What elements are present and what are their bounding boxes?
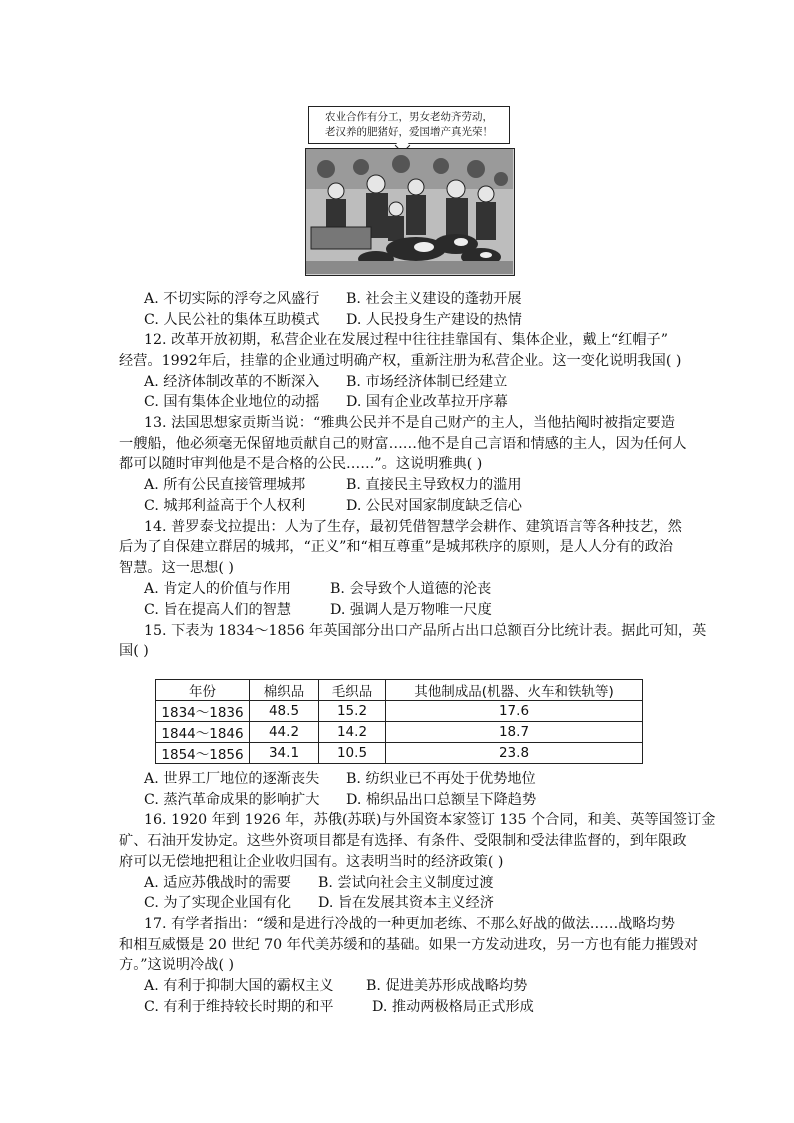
q13-option-c[interactable]: C. 城邦利益高于个人权利 <box>144 498 306 514</box>
table-header-cell: 毛织品 <box>319 680 386 701</box>
q16-stem-line-1: 16. 1920 年到 1926 年，苏俄(苏联)与外国资本家签订 135 个合同，和美、英等国签订金 <box>144 812 716 828</box>
cartoon-figure <box>305 106 515 276</box>
q15-stem-line-2: 国( ) <box>119 643 149 659</box>
table-cell: 34.1 <box>250 743 319 764</box>
q13-stem-line-2: 一艘船，他必须毫无保留地贡献自己的财富……他不是自己言语和情感的主人，因为任何人 <box>119 436 687 452</box>
q11-option-c[interactable]: C. 人民公社的集体互助模式 <box>144 312 320 328</box>
table-cell: 1844～1846 <box>156 722 250 743</box>
q17-option-a[interactable]: A. 有利于抑制大国的霸权主义 <box>144 978 334 994</box>
table-row <box>156 701 643 722</box>
q16-option-b[interactable]: B. 尝试向社会主义制度过渡 <box>318 875 494 891</box>
q17-stem-line-2: 和相互威慑是 20 世纪 70 年代美苏缓和的基础。如果一方发动进攻，另一方也有能力摧毁对 <box>119 937 699 953</box>
q12-option-c[interactable]: C. 国有集体企业地位的动摇 <box>144 394 320 410</box>
q12-option-d[interactable]: D. 国有企业改革拉开序幕 <box>346 394 508 410</box>
table-row <box>156 743 643 764</box>
q12-option-a[interactable]: A. 经济体制改革的不断深入 <box>144 374 320 390</box>
table-cell: 18.7 <box>386 722 643 743</box>
q13-option-d[interactable]: D. 公民对国家制度缺乏信心 <box>346 498 522 514</box>
farm-scene-drawing <box>306 149 513 274</box>
q12-option-b[interactable]: B. 市场经济体制已经建立 <box>346 374 508 390</box>
q15-option-c[interactable]: C. 蒸汽革命成果的影响扩大 <box>144 792 320 808</box>
q17-stem-line-3: 方。”这说明冷战( ) <box>119 957 235 973</box>
q11-option-b[interactable]: B. 社会主义建设的蓬勃开展 <box>346 291 522 307</box>
q14-option-b[interactable]: B. 会导致个人道德的沦丧 <box>330 581 492 597</box>
q16-option-d[interactable]: D. 旨在发展其资本主义经济 <box>318 895 494 911</box>
q15-option-b[interactable]: B. 纺织业已不再处于优势地位 <box>346 771 536 787</box>
q16-stem-line-3: 府可以无偿地把租让企业收归国有。这表明当时的经济政策( ) <box>119 854 504 870</box>
q15-stem-line-1: 15. 下表为 1834～1856 年英国部分出口产品所占出口总额百分比统计表。据此可知，英 <box>144 623 707 639</box>
q16-option-a[interactable]: A. 适应苏俄战时的需要 <box>144 875 291 891</box>
table-cell: 10.5 <box>319 743 386 764</box>
q13-option-b[interactable]: B. 直接民主导致权力的滥用 <box>346 477 522 493</box>
q17-option-c[interactable]: C. 有利于维持较长时期的和平 <box>144 999 334 1015</box>
q15-option-d[interactable]: D. 棉织品出口总额呈下降趋势 <box>346 792 537 808</box>
table-cell: 44.2 <box>250 722 319 743</box>
table-cell: 48.5 <box>250 701 319 722</box>
table-cell: 15.2 <box>319 701 386 722</box>
q17-option-b[interactable]: B. 促进美苏形成战略均势 <box>366 978 528 994</box>
q13-option-a[interactable]: A. 所有公民直接管理城邦 <box>144 477 306 493</box>
table-header-cell: 年份 <box>156 680 250 701</box>
q17-stem-line-1: 17. 有学者指出：“缓和是进行冷战的一种更加老练、不那么好战的做法……战略均势 <box>144 916 675 932</box>
q12-stem-line-1: 12. 改革开放初期，私营企业在发展过程中往往挂靠国有、集体企业，戴上“红帽子” <box>144 332 668 348</box>
bubble-line-2: 老汉养的肥猪好，爱国增产真光荣！ <box>325 126 493 138</box>
table-header-cell: 其他制成品(机器、火车和铁轨等) <box>386 680 643 701</box>
table-cell: 14.2 <box>319 722 386 743</box>
q17-option-d[interactable]: D. 推动两极格局正式形成 <box>372 999 534 1015</box>
q14-stem-line-3: 智慧。这一思想( ) <box>119 560 234 576</box>
table-header-cell: 棉织品 <box>250 680 319 701</box>
speech-bubble <box>308 106 510 144</box>
q13-stem-line-1: 13. 法国思想家贡斯当说：“雅典公民并不是自己财产的主人，当他拈阄时被指定要造 <box>144 415 675 431</box>
table-cell: 1854～1856 <box>156 743 250 764</box>
q16-stem-line-2: 矿、石油开发协定。这些外资项目都是有选择、有条件、受限制和受法律监督的，到年限政 <box>119 833 687 849</box>
table-cell: 1834～1836 <box>156 701 250 722</box>
q14-option-a[interactable]: A. 肯定人的价值与作用 <box>144 581 291 597</box>
q15-option-a[interactable]: A. 世界工厂地位的逐渐丧失 <box>144 771 320 787</box>
q13-stem-line-3: 都可以随时审判他是不是合格的公民……”。这说明雅典( ) <box>119 456 483 472</box>
q11-option-a[interactable]: A. 不切实际的浮夸之风盛行 <box>144 291 320 307</box>
table-cell: 17.6 <box>386 701 643 722</box>
q14-option-d[interactable]: D. 强调人是万物唯一尺度 <box>330 602 492 618</box>
q16-option-c[interactable]: C. 为了实现企业国有化 <box>144 895 292 911</box>
q14-option-c[interactable]: C. 旨在提高人们的智慧 <box>144 602 292 618</box>
table-cell: 23.8 <box>386 743 643 764</box>
export-share-table <box>155 679 643 764</box>
table-row <box>156 722 643 743</box>
q14-stem-line-2: 后为了自保建立群居的城邦，“正义”和“相互尊重”是城邦秩序的原则，是人人分有的政治 <box>119 539 673 555</box>
table-header-row <box>156 680 643 701</box>
q12-stem-line-2: 经营。1992年后，挂靠的企业通过明确产权，重新注册为私营企业。这一变化说明我国( ) <box>119 353 682 369</box>
bubble-line-1: 农业合作有分工，男女老幼齐劳动， <box>325 111 493 123</box>
q14-stem-line-1: 14. 普罗泰戈拉提出：人为了生存，最初凭借智慧学会耕作、建筑语言等各种技艺，然 <box>144 519 682 535</box>
farm-scene-illustration <box>305 148 515 276</box>
q11-option-d[interactable]: D. 人民投身生产建设的热情 <box>346 312 522 328</box>
